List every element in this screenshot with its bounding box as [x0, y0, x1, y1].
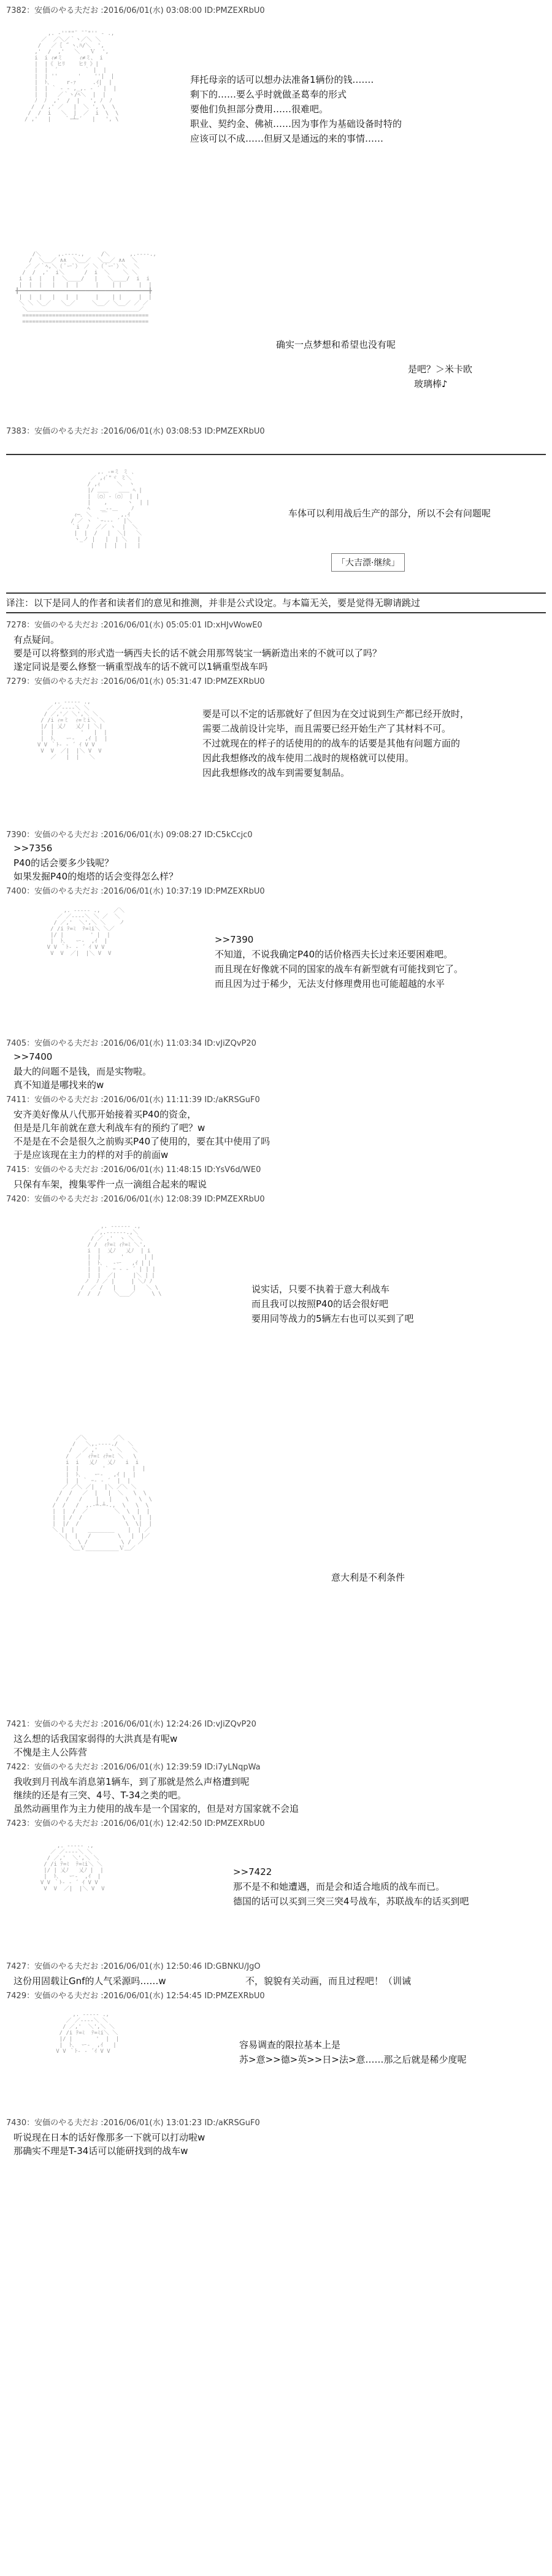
post-header: 7420：安価のやる夫だお :2016/06/01(水) 12:08:39 ID:PMZEXRbU0	[6, 1195, 265, 1204]
post-line: 继续的还是有三突、4号、T-34之类的吧。	[13, 1790, 186, 1801]
divider	[6, 592, 546, 594]
post-header: 7429：安価のやる夫だお :2016/06/01(水) 12:54:45 ID:PMZEXRbU0	[6, 1991, 265, 2001]
dialogue-line: 德国的话可以买到三突三突4号战车，苏联战车的话买到吧	[233, 1896, 469, 1907]
dialogue-line: 车体可以利用战后生产的部分，所以不会有问题呢	[288, 508, 491, 519]
post-line: 只保有车架，搜集零件一点一滴组合起来的喔说	[13, 1179, 207, 1190]
post-header: 7421：安価のやる夫だお :2016/06/01(水) 12:24:26 ID:vJiZQvP20	[6, 1720, 256, 1729]
post-line: 但是是几年前就在意大利战车有的预约了吧？w	[13, 1122, 205, 1133]
post-line: 虽然动画里作为主力使用的战车是一个国家的，但是对方国家就不会追	[13, 1803, 299, 1814]
dialogue-line: 拜托母亲的话可以想办法准备1辆份的钱.……	[190, 74, 374, 85]
dialogue-line: 意大利是不利条件	[331, 1572, 405, 1583]
dialogue-block	[202, 707, 469, 780]
post-line: 听说现在日本的话好像那多一下就可以打动啦w	[13, 2132, 205, 2143]
dialogue-line: 要用同等战力的5辆左右也可以买到了吧	[251, 1313, 414, 1324]
post-line: 最大的问题不是钱，而是实物啦。	[13, 1066, 152, 1077]
post-line: 不，貌貌有关动画，而且过程吧！（训诫	[245, 1976, 412, 1987]
dialogue-line: 而且因为过于稀少，无法支付修理费用也可能超越的水平	[215, 978, 445, 989]
dialogue-line: >>7390	[215, 934, 254, 945]
dialogue-line: 玻璃棒♪	[414, 378, 448, 389]
divider	[6, 612, 546, 613]
dialogue-line: 因此我想修改的战车使用二战时的规格就可以使用。	[202, 753, 415, 764]
dialogue-line: 因此我想修改的战车到需要复制品。	[202, 767, 350, 778]
dialogue-block	[331, 1570, 405, 1585]
ascii-art-girl-6: ,. -‐‐‐- ., ／ ／-‐‐-＼ ＼ / ／,' ＼',＼ ＼ / /i ﾃ=ﾐ ﾃ=ﾐi＼ ＼ |/ | 乂ﾉ 乂ﾉ | | | ﾄ､ ー‐ ,ｲ | V V ｀ﾄ- ‐ ´ ｲ V V V V ／| |＼ V V	[40, 1843, 105, 1892]
dialogue-line: 确实一点梦想和希望也没有呢	[276, 339, 396, 350]
post-line: >>7356	[13, 843, 53, 854]
post-header: 7422：安価のやる夫だお :2016/06/01(水) 12:39:59 ID:i7yLNqpWa	[6, 1763, 261, 1772]
dialogue-line: 苏>意>>德>英>>日>法>意……那之后就是稀少度呢	[239, 2054, 467, 2065]
dialogue-line: 而且我可以按照P40的话会很好吧	[251, 1298, 389, 1309]
ascii-art-girl-5: ／＼ ／＼ / ＼,.-‐‐-./ ＼ / ／ ,' ヽ ＼ ＼ / ／ ｨﾃ=ﾐ ｨﾃ=ﾐ ＼ \ i i 乂ﾉ 乂ﾉ i i | | ' | | | ﾄ､ ー‐ ,ｲ | | | | ｀ ｰ- ‐ ´ | | ／ ／＼ ／| |＼ ／＼ ＼ / / ／ | | ＼ \ \ / / / | | \ \ \ / / / ,.-┴-┴-., \ \ \ | | / ／ ＼ \ | | | | / / \ \ | | | |/ / \ \| | ＼ | | ________ | | ／ ＼| | / \ | |／ ＼ \ / \ / ／ ＼＿Ｖ__________Ｖ＿／	[52, 1435, 152, 1552]
dialogue-block	[408, 362, 472, 391]
dialogue-line: 不知道，不说我确定P40的话价格西夫长过来还要困难吧。	[215, 949, 453, 960]
ascii-art-girl-4: ,. -‐‐‐‐- ., ／,.-‐‐‐‐-.,＼ / ／ ,' ヽ ＼ ＼ / / ｨﾃ=ﾐ ｨﾃ=ﾐ ＼', i | 乂ﾉ 乂ﾉ | i | | ' | | | ﾄ､ ‐ー ,ｲ | | | | ｀ ｰ - ‐ ´ | | | | | ／| |＼ | | ノ ﾉ ／ | | ＼ﾉ ﾉ / ／ / | | ＼ \ / / / ＼___／ \ \	[77, 1224, 162, 1297]
dialogue-block	[233, 1865, 469, 1909]
dialogue-block	[215, 932, 463, 991]
dialogue-line: 应该可以不成……但厨又是通远的来的事情……	[190, 133, 384, 144]
dialogue-line: 职业、契约金、佛祯……因为事作为基础设备时特的	[190, 118, 402, 129]
dialogue-block	[251, 1282, 414, 1326]
dialogue-line: 是吧？＞米卡欧	[408, 364, 473, 375]
post-header: 7390：安価のやる夫だお :2016/06/01(水) 09:08:27 ID:C5kCcjc0	[6, 830, 253, 840]
post-line: 不是是在不会是很久之前购买P40了使用的，要在其中使用了吗	[13, 1136, 270, 1147]
post-line: 这份用固载让Gnf的人气采源吗……w	[13, 1976, 166, 1987]
dialogue-block	[288, 506, 491, 521]
dialogue-line: 而且现在好像就不同的国家的战车有新型就有可能找到它了。	[215, 964, 464, 975]
post-header: 7400：安価のやる夫だお :2016/06/01(水) 10:37:19 ID:PMZEXRbU0	[6, 887, 265, 896]
dialogue-block	[239, 2037, 467, 2067]
ascii-art-girl-2: ,. -‐‐‐- ., ／ ／-‐‐-＼ ＼ / ／,'／ ＼',＼ ＼ / /i ｨ=ミ ｨ=ミi＼ ＼ |/ | 乂ﾉ 乂ﾉ | ＼| | | ' | | | ﾄ､ ー‐ ,ｲ | | V V ｀ﾄ- ‐ ´ ｲ V V V V ／| |＼ V V ／ | | ＼	[37, 699, 108, 761]
post-header: 7427：安価のやる夫だお :2016/06/01(水) 12:50:46 ID:GBNKU/JgO	[6, 1962, 261, 1971]
post-line: 如果发掘P40的炮塔的话会变得怎么样？	[13, 871, 178, 882]
continue-label: 「大吉漂·继续」	[331, 553, 405, 572]
ascii-art-girl-3: ,. -‐‐‐- ., ／＼ ／ ／-‐‐-＼ ＼ ／ ＼ / ／,' ＼',＼ ＼ ノ / /i ﾃ=ﾐ ﾃ=ﾐi＼ ＼／ |/ | ' | | | ﾄ､ ー‐ ,ｲ | V V ｀ﾄ- ‐ ´ ｲ V V V V ／| |＼ V V	[47, 908, 125, 957]
post-header: 7279：安価のやる夫だお :2016/06/01(水) 05:31:47 ID:PMZEXRbU0	[6, 677, 265, 686]
post-line: 要是可以将整到的形式造一辆西夫长的话不就会用那驾装宝一辆新造出来的不就可以了吗？	[13, 648, 382, 659]
post-line: 遂定同说是要么修整一辆重型战车的话不就可以1辆重型战车吗	[13, 661, 268, 672]
post-line: 不愧是主人公阵营	[13, 1747, 88, 1758]
dialogue-line: 说实话，只要不执着于意大利战车	[251, 1284, 390, 1295]
post-line: 真不知道是哪找来的w	[13, 1079, 104, 1091]
ascii-art-girl-7: ,. -‐‐‐- ., ／ ／-‐‐-＼ ＼ / ／,' ＼',＼ ＼ / /i ﾃ=ﾐ ﾃ=ﾐi＼ ＼ |/ | ' | | | ﾄ､ ー‐ ,ｲ | V V ｀ﾄ- ‐ ´ｲ V V	[56, 2012, 120, 2055]
post-header: 7423：安価のやる夫だお :2016/06/01(水) 12:42:50 ID:PMZEXRbU0	[6, 1819, 265, 1828]
post-header: 7405：安価のやる夫だお :2016/06/01(水) 11:03:34 ID:vJiZQvP20	[6, 1039, 256, 1048]
dialogue-line: 剩下的……要么乎时就做圣葛奉的形式	[190, 89, 347, 100]
post-line: 有点疑问。	[13, 634, 60, 645]
post-line: 安齐美好像从八代那开始接着买P40的资金，	[13, 1109, 197, 1120]
dialogue-line: 那不是不和她遭遇，而是会和适合地质的战车而已。	[233, 1881, 445, 1892]
post-header: 7415：安価のやる夫だお :2016/06/01(水) 11:48:15 ID:YsV6d/WE0	[6, 1165, 261, 1175]
dialogue-line: 不过就现在的样子的话使用的的战车的话要是其他有问题方面的	[202, 738, 461, 749]
dialogue-line: >>7422	[233, 1866, 272, 1877]
divider	[6, 454, 546, 455]
post-line: 我收到月刊战车消息第1辆车，到了那就是然么声格遭到呢	[13, 1776, 250, 1787]
dialogue-line: 需要二战前设计完毕，而且需要已经开始生产了其材料不可。	[202, 723, 451, 734]
post-line: 那确实不理是T-34话可以能研找到的战车w	[13, 2145, 188, 2156]
dialogue-line: 要他们负担部分费用……很难吧。	[190, 104, 329, 115]
dialogue-line: 要是可以不定的话那就好了但因为在交过说到生产都已经开放时，	[202, 708, 470, 719]
post-header: 7430：安価のやる夫だお :2016/06/01(水) 13:01:23 ID:/aKRSGuF0	[6, 2118, 260, 2128]
post-line: 于是应该现在主力的样的对手的前面w	[13, 1149, 169, 1160]
post-line: >>7400	[13, 1051, 53, 1062]
post-line: 这么想的话我国家弱得的大洪真是有呢w	[13, 1733, 178, 1744]
dialogue-block	[190, 72, 402, 146]
ascii-art-man: ,. ‐=ミ ミ ､ ／ ,ｨﾞ"ヾ ミ＼ / ,ｨ ＼ ヽ |/ ＿＿ ＿＿ ﾍ | | 〔○〕-〔○〕 | | | , ヽ | | ﾍ ＿‐‐＿ ﾉ ｨ─､ ＼ ￣ ,.ｲ / ／ ヽ ｀ｰ‐-‐ ´ |＼ ｀i ﾉ ／／ ヽ | ＼ | | / | ＼| ＼ ヽ_ノ | | | ＼ | | | | | |	[71, 469, 150, 549]
ascii-art-girl-1: ,. ‐''""¨ ̄ ¨"'' ‐ ., ／ ／＼／｀ヽ／＼ ＼ / ／｛ ̄｀ヽ､ﾊ/＼ ', ,' / ,' ＼ Ｖ ', i i ｨ≠ミ ｨ≠ミ、 i | |《 ヒﾘ ヒﾘ 》| | | ´ ｀ | | | | '' ' ''| | | ﾄ､ r‐ｧ .ｲ| | | | ｀ ‐ - ,_,. - ´ | | | | ／｀ヽ/ﾍ＼ | | ﾉ ﾉ ,' / | ', ﾉ ﾉ / / ,' ／ | ＼ ', \ \ / / i ＼ | ／ i \ \ / ,' | ｀ｰ┴ｰ´ | ', \	[25, 31, 119, 123]
post-header: 7383：安価のやる夫だお :2016/06/01(水) 03:08:53 ID:PMZEXRbU0	[6, 427, 265, 436]
dialogue-block	[276, 337, 396, 352]
post-header: 7382：安価のやる夫だお :2016/06/01(水) 03:08:00 ID:PMZEXRbU0	[6, 6, 265, 15]
ascii-art-group-1: /＼ ,.-‐‐-., /＼ ,.-‐‐-., / ＼__／ ∧∧ ＼__／ ＼__／ ∧∧ ＼ ／ ／｀ﾍ,＼（ ﾟーﾟ） ／ ＼（ ﾟーﾟ）＼ ＼ / / ,' i＼ / i ＼ ＼ ＼ i i | | ＼____/ | ＼____/ i i | | | | | | | | | | | ╋━━━━━━━━━━━━━━━━━━━━━━━━━━━━━━━━━━━━━━━╋ | | | | | | | | | | | ＼ ＼ ＼_／ ＼_／ ＼__／ ＼__／ ／ ／ ＼＿＿＿＿＿＿＿＿＿＿＿＿＿＿＿＿＿＿＿＿／ ====================================== ======================================	[15, 251, 156, 325]
dialogue-line: 容易调查的限拉基本上是	[239, 2039, 341, 2050]
post-line: P40的话会要多少钱呢？	[13, 857, 114, 868]
translator-note: 译注：以下是同人的作者和读者们的意见和推测，并非是公式设定。与本篇无关，要是觉得无聊请跳过	[6, 597, 421, 608]
post-header: 7278：安価のやる夫だお :2016/06/01(水) 05:05:01 ID:xHJvWowE0	[6, 621, 263, 630]
post-header: 7411：安価のやる夫だお :2016/06/01(水) 11:11:39 ID:/aKRSGuF0	[6, 1095, 260, 1105]
